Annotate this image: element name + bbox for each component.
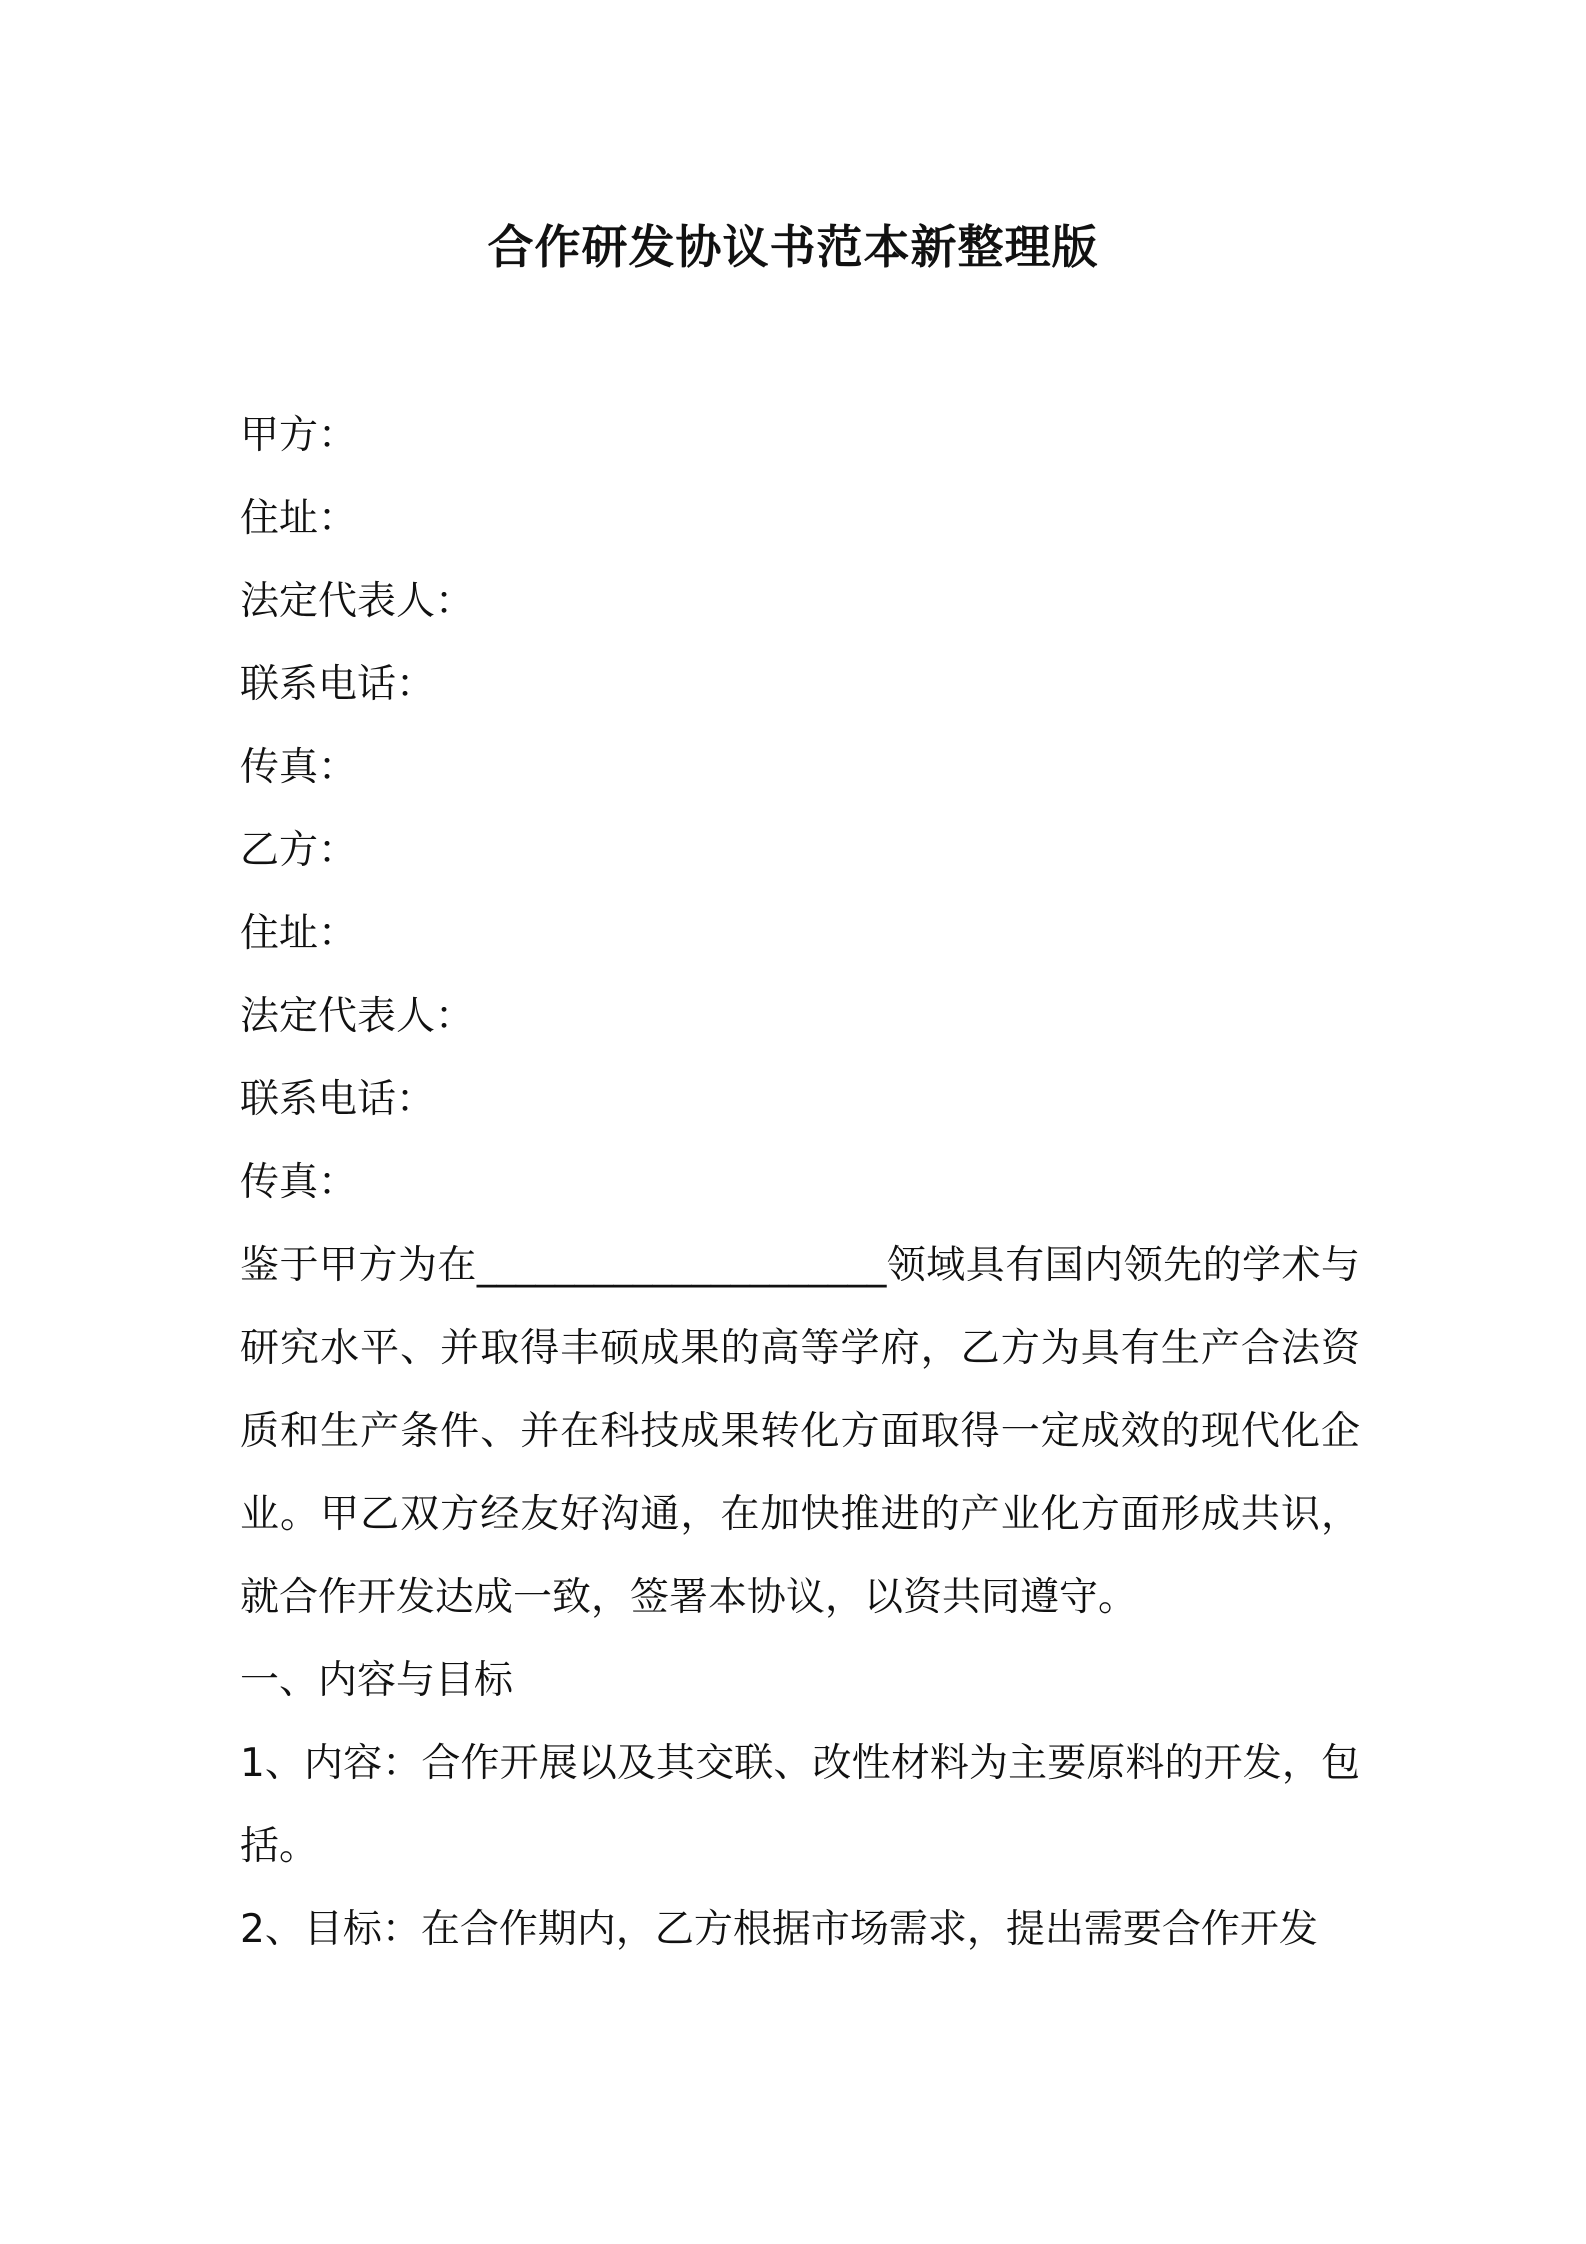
document-title: 合作研发协议书范本新整理版	[487, 220, 1099, 274]
party-b-fax-label: 传真：	[240, 1160, 358, 1205]
party-a-address-label: 住址：	[240, 496, 358, 541]
party-a-name-label: 甲方：	[240, 413, 358, 458]
document-body	[240, 394, 1360, 1971]
party-b-phone-label: 联系电话：	[240, 1077, 436, 1122]
clause-content: 1、内容：合作开展以及其交联、改性材料为主要原料的开发，包括。	[240, 1741, 1360, 1869]
party-b-address-label: 住址：	[240, 911, 358, 956]
party-a-fax-label: 传真：	[240, 745, 358, 790]
section-heading: 一、内容与目标	[240, 1658, 514, 1703]
clause-goal: 2、目标：在合作期内，乙方根据市场需求，提出需要合作开发	[240, 1907, 1318, 1952]
party-a-phone-label: 联系电话：	[240, 662, 436, 707]
party-b-name-label: 乙方：	[240, 828, 358, 873]
preamble-paragraph: 鉴于甲方为在_____________________领域具有国内领先的学术与研究水平、并取得丰硕成果的高等学府，乙方为具有生产合法资质和生产条件、并在科技成果转化方面取得一定成效的现代化企业。甲乙双方经友好沟通，在加快推进的产业化方面形成共识，就合作开发达成一致，签署本协议，以资共同遵守。	[240, 1243, 1360, 1620]
party-a-representative-label: 法定代表人：	[240, 579, 475, 624]
party-b-representative-label: 法定代表人：	[240, 994, 475, 1039]
